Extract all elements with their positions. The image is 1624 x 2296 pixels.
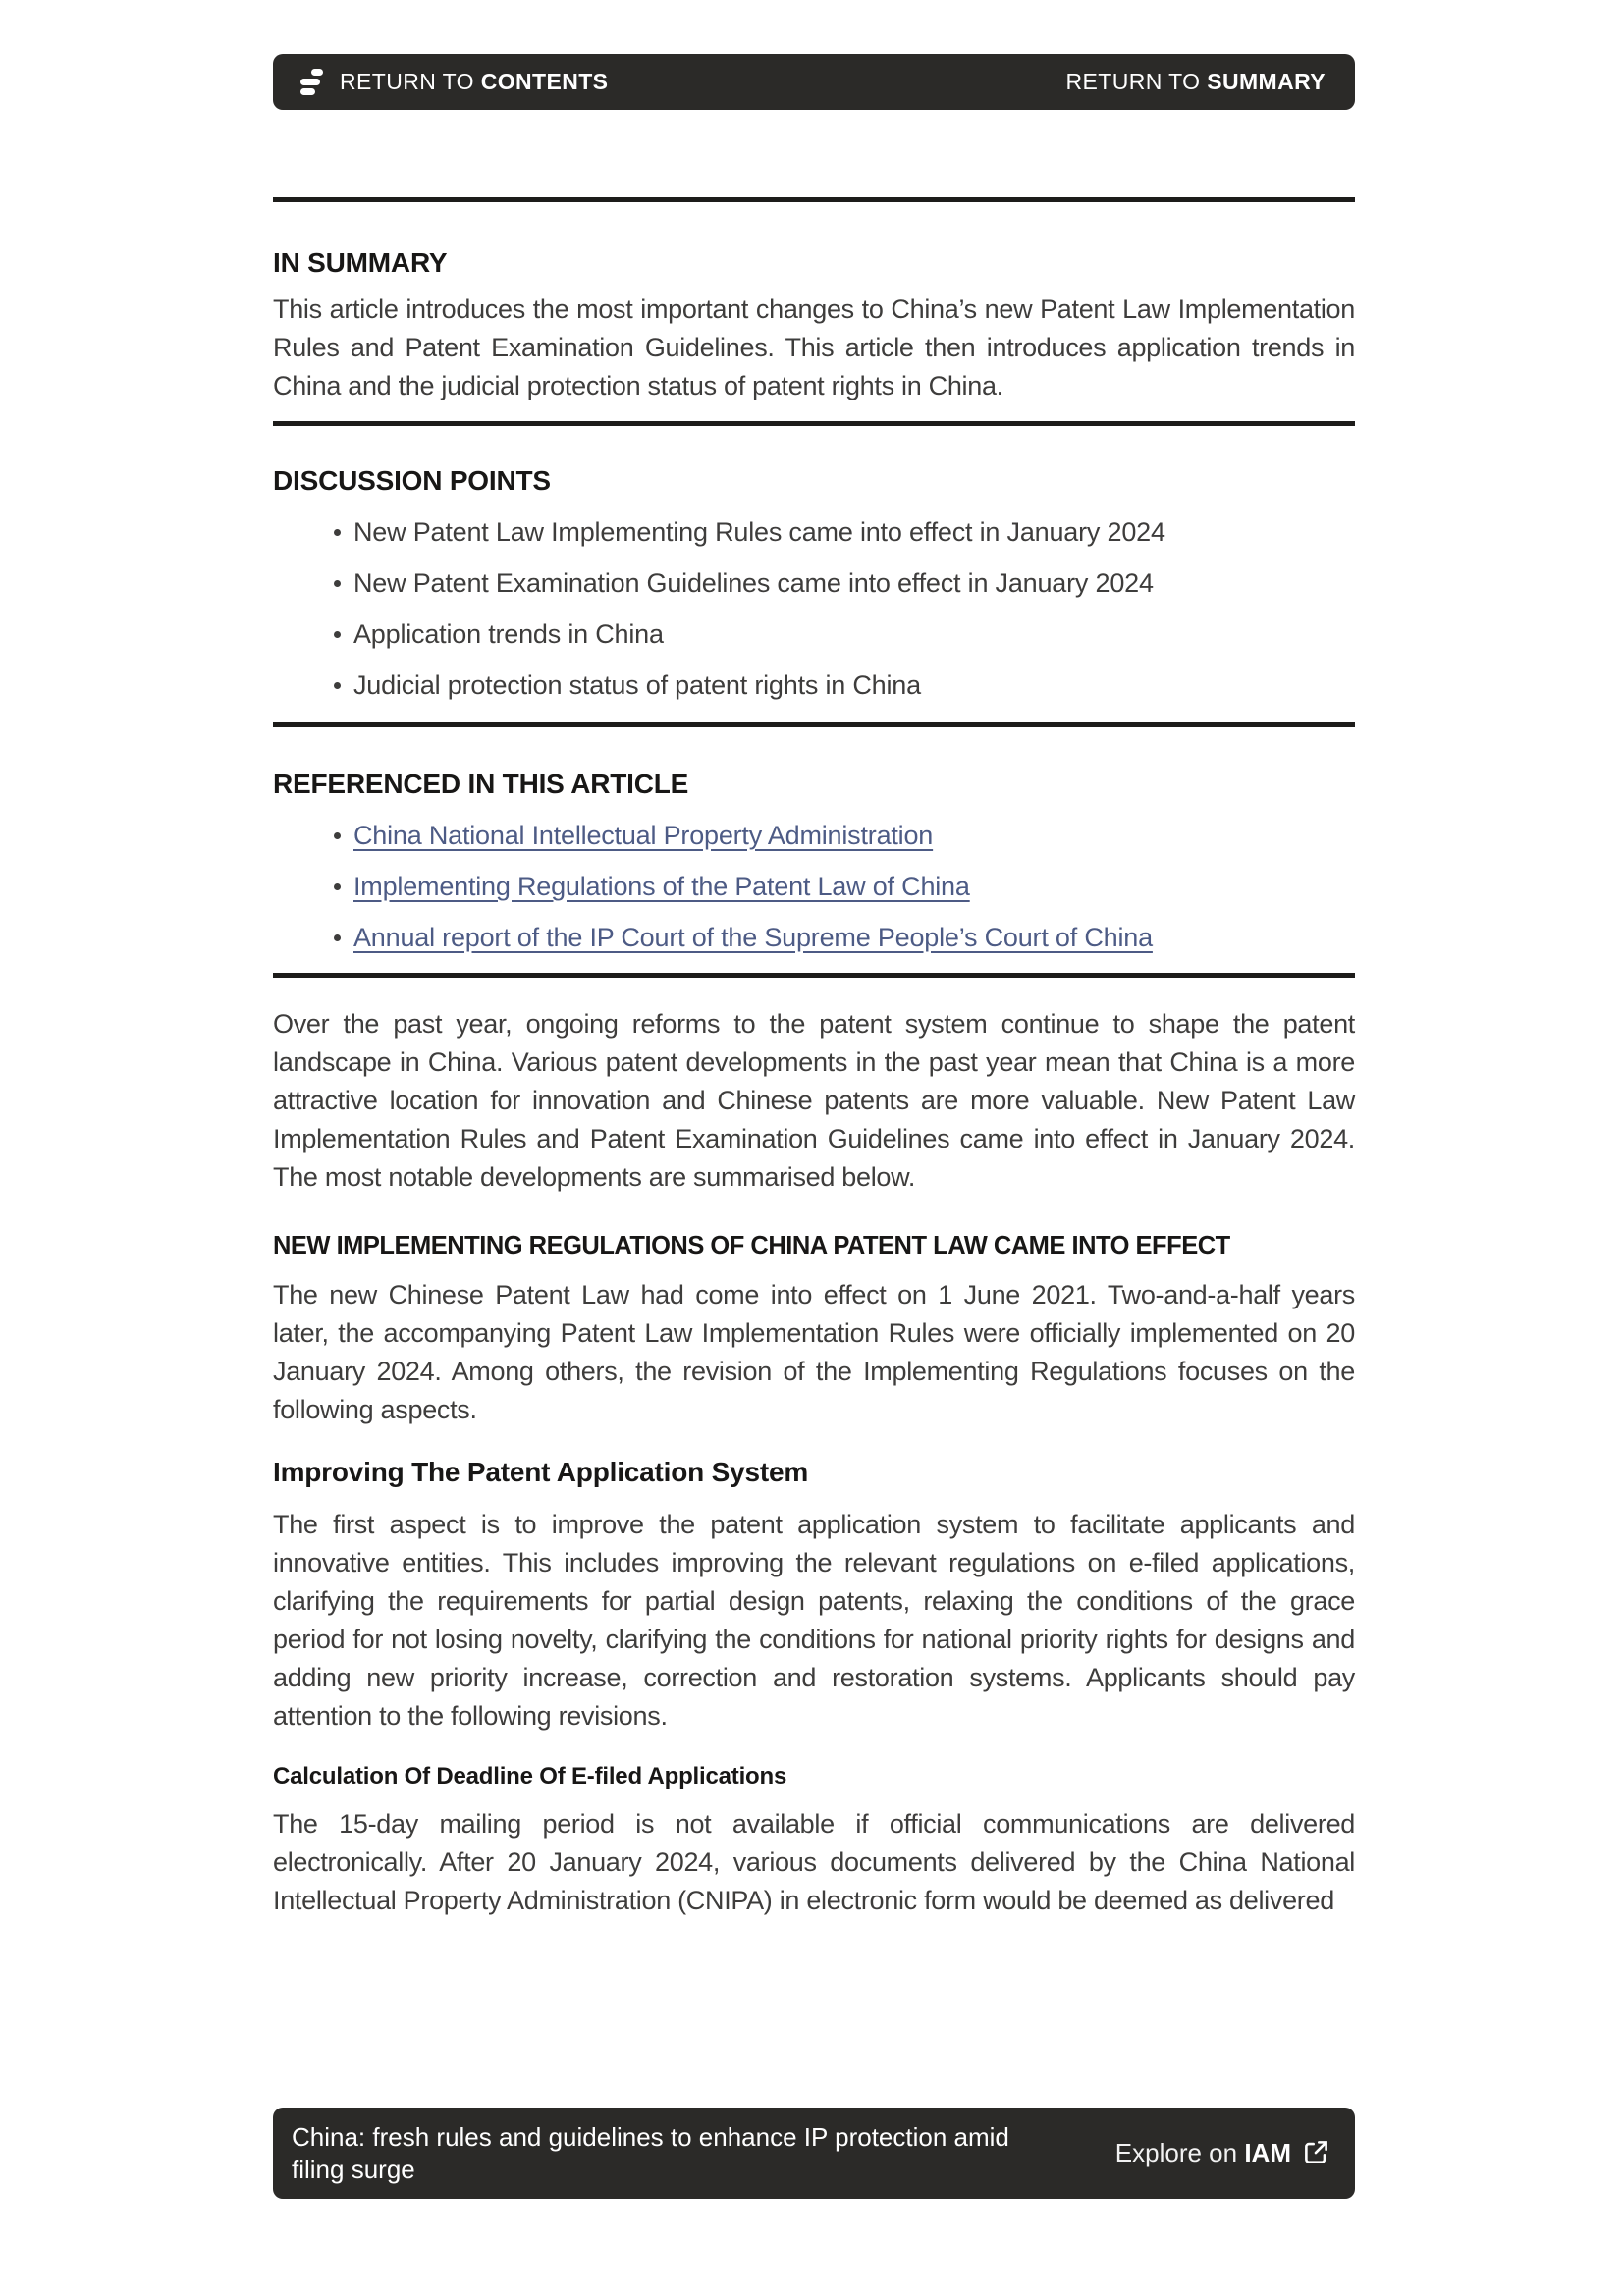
return-to-contents-label: RETURN TO CONTENTS [340,69,609,94]
section-divider [273,421,1355,426]
contents-icon [300,69,324,95]
discussion-point-item: Application trends in China [273,615,1355,654]
bullet-dot-icon [334,529,341,536]
return-to-summary-link[interactable] [1066,69,1326,95]
discussion-points-list [273,513,1355,705]
bullet-dot-icon [334,682,341,689]
annual-report-link[interactable]: Annual report of the IP Court of the Supreme People’s Court of China [353,923,1153,952]
deadline-calculation-paragraph: The 15-day mailing period is not available if official communications are delivered electronically. After 20 January 2024, various documents delivered by the China National Intellectual Property Administration (CNIPA) in electronic form would be deemed as delivered [273,1809,1355,1915]
deadline-calculation-heading: Calculation Of Deadline Of E-filed Applications [273,1763,787,1789]
in-summary-paragraph: This article introduces the most important changes to China’s new Patent Law Implementation Rules and Patent Examination Guidelines. This article then introduces application trends in China and the judicial protection status of patent rights in China. [273,294,1355,400]
implementing-regulations-link[interactable]: Implementing Regulations of the Patent Law of China [353,872,970,901]
section-divider [273,722,1355,727]
bullet-dot-icon [334,580,341,587]
section-divider [273,197,1355,202]
improving-application-system-paragraph: The first aspect is to improve the patent application system to facilitate applicants and innovative entities. This includes improving the relevant regulations on e-filed applications, clarifying the requirements for partial design patents, relaxing the conditions of the grace period for not losing novelty, clarifying the conditions for national priority rights for designs and adding new priority increase, correction and restoration systems. Applicants should pay attention to the following revisions. [273,1510,1355,1731]
referenced-link-item [273,868,1355,906]
discussion-points-heading: DISCUSSION POINTS [273,465,551,496]
referenced-heading: REFERENCED IN THIS ARTICLE [273,769,689,799]
return-to-contents-link[interactable] [300,69,608,95]
new-regulations-paragraph: The new Chinese Patent Law had come into effect on 1 June 2021. Two-and-a-half years later, the accompanying Patent Law Implementation Rules were officially implemented on 20 January 2024. Among others, the revision of the Implementing Regulations focuses on the following aspects. [273,1280,1355,1424]
footer-bar [273,2108,1355,2199]
referenced-link-item [273,817,1355,855]
bullet-dot-icon [334,883,341,890]
intro-paragraph: Over the past year, ongoing reforms to the patent system continue to shape the patent landscape in China. Various patent developments in the past year mean that China is a more attractive location for innovation and Chinese patents are more valuable. New Patent Law Implementation Rules and Patent Examination Guidelines came into effect in January 2024. The most notable developments are summarised below. [273,1009,1355,1192]
discussion-point-item: New Patent Examination Guidelines came into effect in January 2024 [273,564,1355,603]
bullet-dot-icon [334,832,341,839]
improving-application-system-heading: Improving The Patent Application System [273,1457,809,1487]
discussion-point-item: Judicial protection status of patent rights in China [273,667,1355,705]
explore-on-iam-link[interactable] [1115,2137,1329,2170]
external-link-icon [1303,2139,1329,2170]
return-to-summary-label: RETURN TO SUMMARY [1065,69,1326,94]
bullet-dot-icon [334,631,341,638]
in-summary-heading: IN SUMMARY [273,247,448,278]
referenced-link-item [273,919,1355,957]
new-regulations-heading: NEW IMPLEMENTING REGULATIONS OF CHINA PATENT LAW CAME INTO EFFECT [273,1232,1230,1259]
footer-article-title: China: fresh rules and guidelines to enhance IP protection amid filing surge [292,2121,1009,2184]
cnipa-link[interactable]: China National Intellectual Property Administration [353,821,934,850]
section-divider [273,973,1355,978]
referenced-links-list [273,817,1355,957]
discussion-point-item: New Patent Law Implementing Rules came into effect in January 2024 [273,513,1355,552]
explore-on-iam-label: Explore on IAM [1114,2138,1291,2167]
top-nav-bar [273,54,1355,110]
article-content [273,197,1355,1920]
bullet-dot-icon [334,934,341,941]
